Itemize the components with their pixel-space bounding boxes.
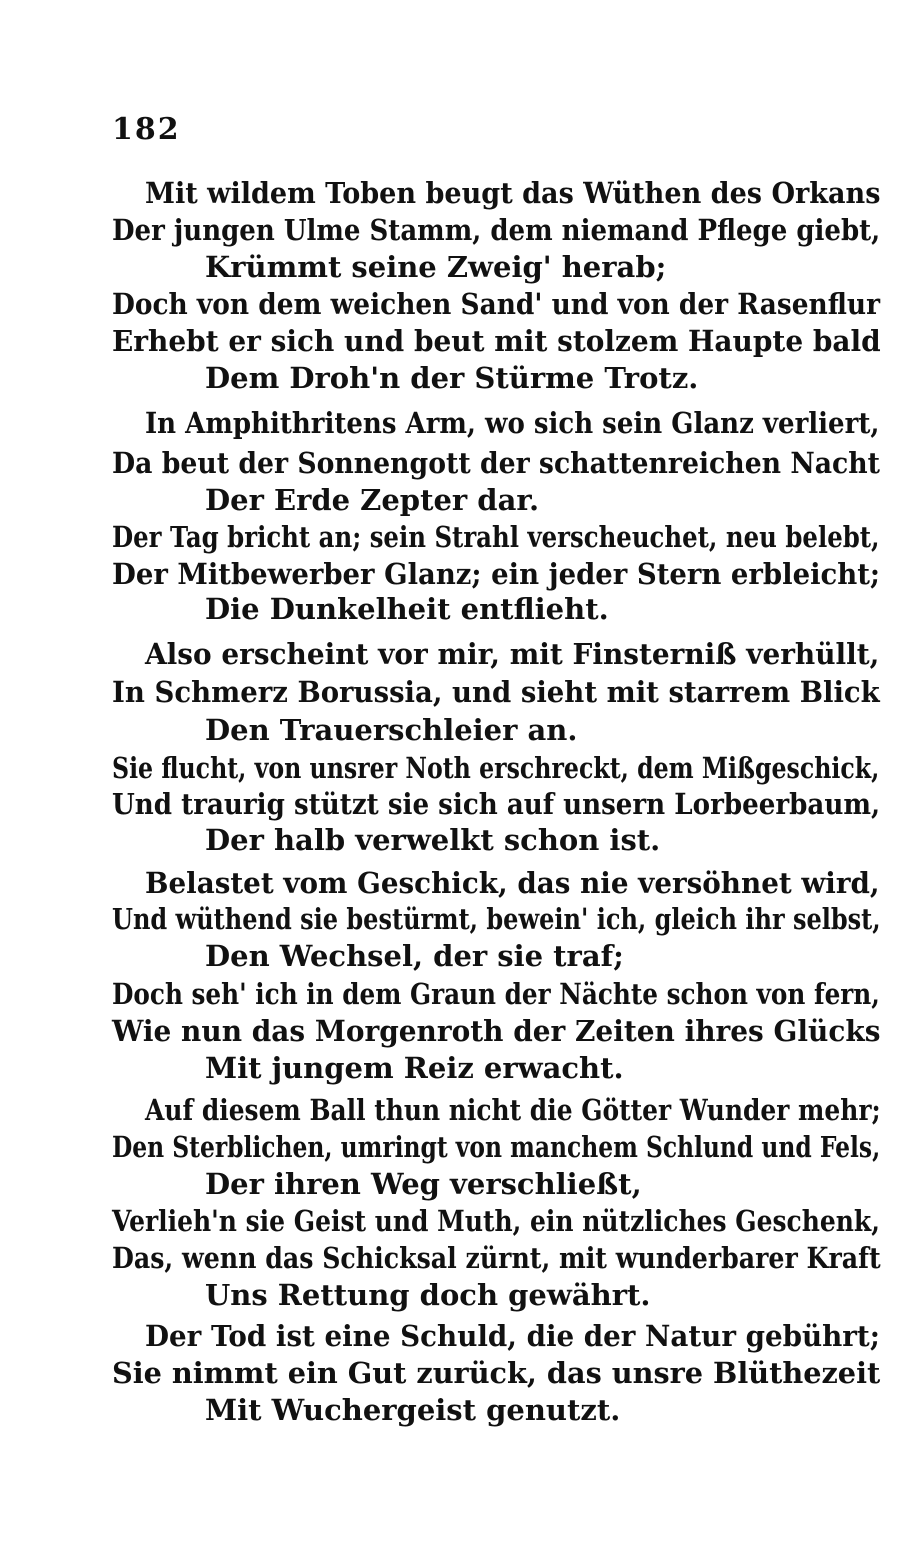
verse-line: Mit Wuchergeist genutzt. bbox=[205, 1393, 621, 1427]
verse-line: Den Sterblichen, umringt von manchem Schlund und Fels, bbox=[112, 1130, 881, 1164]
verse-line: Also erscheint vor mir, mit Finsterniß verhüllt, bbox=[145, 637, 880, 671]
verse-line: Da beut der Sonnengott der schattenreichen Nacht bbox=[112, 446, 881, 480]
verse-line: In Schmerz Borussia, und sieht mit starrem Blick bbox=[112, 675, 880, 709]
verse-line: Uns Rettung doch gewährt. bbox=[205, 1278, 651, 1312]
verse-line: Der Erde Zepter dar. bbox=[205, 483, 540, 517]
page-number: 182 bbox=[112, 112, 181, 147]
verse-line: Und traurig stützt sie sich auf unsern Lorbeerbaum, bbox=[112, 787, 881, 821]
verse-line: Sie nimmt ein Gut zurück, das unsre Blüthezeit bbox=[112, 1356, 881, 1390]
verse-line: Erhebt er sich und beut mit stolzem Haupte bald bbox=[112, 324, 881, 358]
verse-line: Krümmt seine Zweig' herab; bbox=[205, 250, 667, 284]
verse-line: Doch von dem weichen Sand' und von der Rasenflur bbox=[112, 287, 881, 321]
verse-line: Doch seh' ich in dem Graun der Nächte schon von fern, bbox=[112, 977, 880, 1011]
verse-line: Der halb verwelkt schon ist. bbox=[205, 823, 661, 857]
verse-line: Belastet vom Geschick, das nie versöhnet wird, bbox=[145, 866, 880, 900]
verse-line: Den Trauerschleier an. bbox=[205, 713, 578, 747]
verse-line: Wie nun das Morgenroth der Zeiten ihres Glücks bbox=[112, 1014, 881, 1048]
verse-line: Der Mitbewerber Glanz; ein jeder Stern erbleicht; bbox=[112, 557, 881, 591]
verse-line: Und wüthend sie bestürmt, bewein' ich, gleich ihr selbst, bbox=[112, 902, 881, 936]
verse-line: Den Wechsel, der sie traf; bbox=[205, 939, 624, 973]
verse-line: Der Tag bricht an; sein Strahl verscheuchet, neu belebt, bbox=[112, 520, 880, 554]
verse-line: Mit jungem Reiz erwacht. bbox=[205, 1051, 624, 1085]
verse-line: Sie flucht, von unsrer Noth erschreckt, dem Mißgeschick, bbox=[112, 751, 880, 785]
verse-line: Die Dunkelheit entflieht. bbox=[205, 592, 609, 626]
verse-line: Der ihren Weg verschließt, bbox=[205, 1167, 642, 1201]
verse-line: Auf diesem Ball thun nicht die Götter Wunder mehr; bbox=[145, 1093, 881, 1127]
verse-line: Der Tod ist eine Schuld, die der Natur gebührt; bbox=[145, 1319, 880, 1353]
verse-line: In Amphithritens Arm, wo sich sein Glanz verliert, bbox=[145, 406, 880, 440]
verse-line: Der jungen Ulme Stamm, dem niemand Pflege giebt, bbox=[112, 213, 881, 247]
verse-line: Mit wildem Toben beugt das Wüthen des Orkans bbox=[145, 176, 881, 210]
verse-line: Das, wenn das Schicksal zürnt, mit wunderbarer Kraft bbox=[112, 1241, 881, 1275]
verse-line: Verlieh'n sie Geist und Muth, ein nützliches Geschenk, bbox=[112, 1204, 880, 1238]
verse-line: Dem Droh'n der Stürme Trotz. bbox=[205, 361, 699, 395]
